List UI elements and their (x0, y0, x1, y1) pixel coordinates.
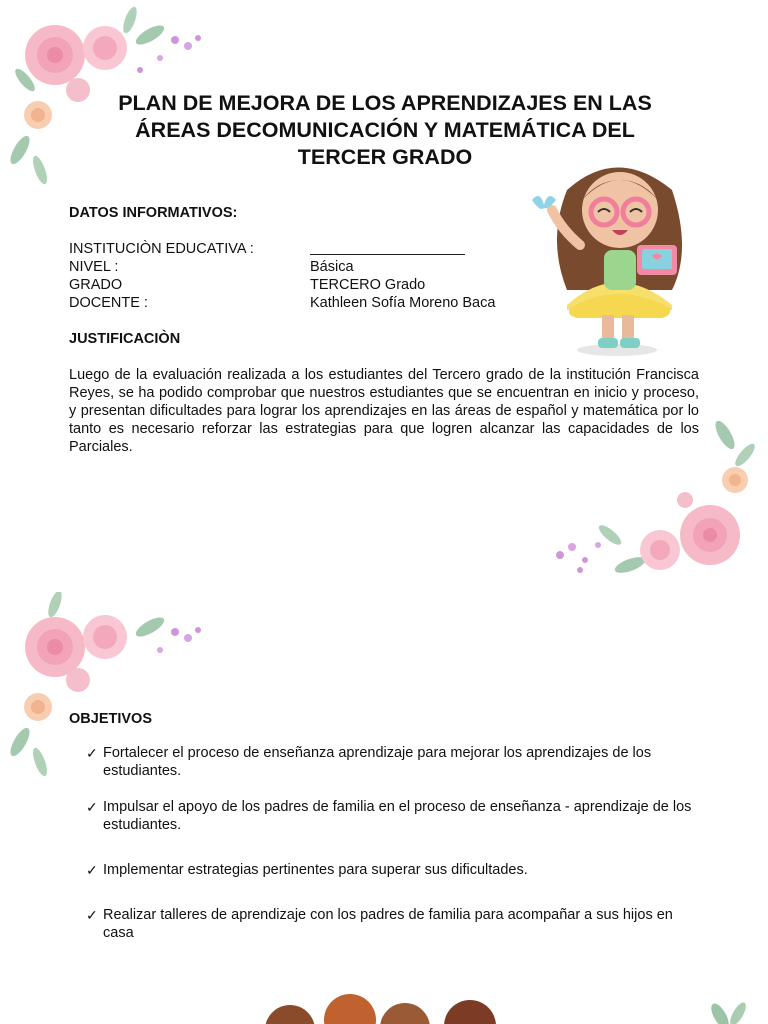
info-label: NIVEL : (69, 259, 119, 275)
objetivo-text: Implementar estrategias pertinentes para superar sus dificultades. (103, 862, 528, 878)
info-value: Kathleen Sofía Moreno Baca (310, 295, 496, 311)
info-value: TERCERO Grado (310, 277, 426, 293)
check-icon: ✓ (86, 862, 98, 878)
info-label: DOCENTE : (69, 295, 148, 311)
check-icon: ✓ (86, 745, 98, 761)
objetivo-text: Fortalecer el proceso de enseñanza aprendizaje para mejorar los aprendizajes de los estudiantes. (103, 745, 652, 779)
title-line-1: PLAN DE MEJORA DE LOS APRENDIZAJES EN LAS (118, 91, 652, 115)
info-table (69, 240, 549, 312)
list-item (86, 744, 706, 780)
title-line-2: ÁREAS DECOMUNICACIÓN Y MATEMÁTICA DEL (135, 118, 635, 142)
check-icon: ✓ (86, 799, 98, 815)
title-line-3: TERCER GRADO (297, 145, 473, 169)
document-title (80, 90, 690, 171)
justificacion-heading: JUSTIFICACIÒN (69, 331, 181, 347)
info-row-grado (69, 276, 549, 294)
justificacion-paragraph: Luego de la evaluación realizada a los estudiantes del Tercero grado de la institución Francisca Reyes, se ha podido comprobar que nuestros estudiantes que se encuentran en inicio y proceso, y presentan dificultades para lograr los aprendizajes en las áreas de español y matemática por lo tanto es necesario reforzar las estrategias para que logren alcanzar las capacidades de los Parciales. (69, 367, 699, 455)
info-label: GRADO (69, 277, 123, 293)
list-item (86, 861, 706, 879)
children-illustration-bottom (255, 990, 515, 1024)
leaf-decoration-bottom-right (700, 996, 760, 1024)
list-item (86, 798, 706, 834)
objetivo-text: Impulsar el apoyo de los padres de familia en el proceso de enseñanza - aprendizaje de los estudiantes. (103, 799, 692, 833)
info-row-docente (69, 294, 549, 312)
info-label: INSTITUCIÒN EDUCATIVA : (69, 241, 254, 257)
institucion-blank-line (310, 240, 465, 260)
info-value: Básica (310, 259, 354, 275)
list-item (86, 906, 706, 942)
datos-informativos-heading: DATOS INFORMATIVOS: (69, 205, 238, 221)
objetivo-text: Realizar talleres de aprendizaje con los padres de familia para acompañar a sus hijos en casa (103, 907, 673, 941)
info-row-institucion (69, 240, 549, 258)
info-row-nivel (69, 258, 549, 276)
objetivos-heading: OBJETIVOS (69, 711, 152, 727)
check-icon: ✓ (86, 907, 98, 923)
